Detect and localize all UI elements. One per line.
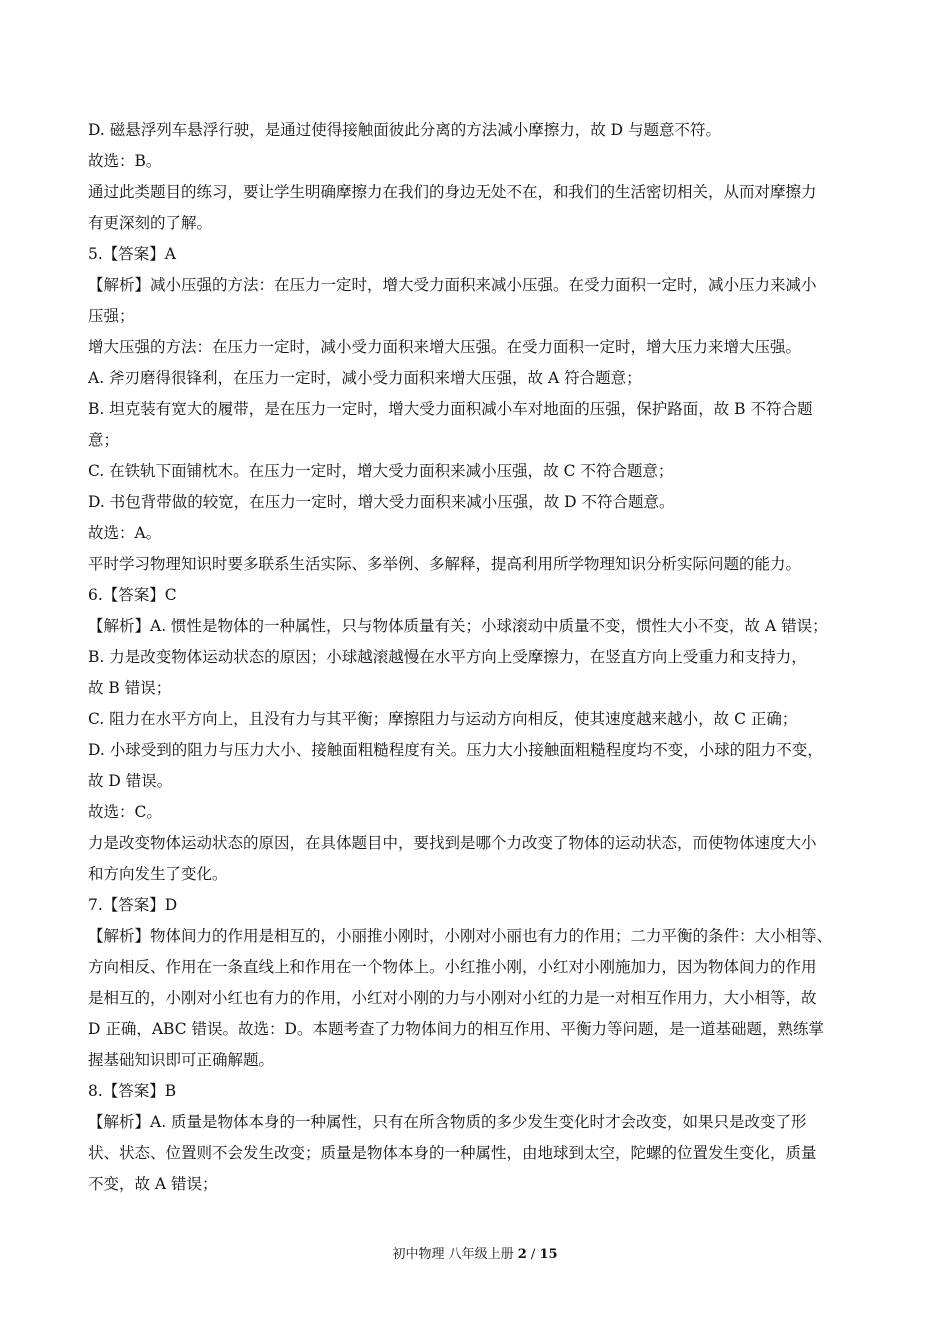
text-line: B. 力是改变物体运动状态的原因；小球越滚越慢在水平方向上受摩擦力，在竖直方向上受重力和支持力，	[88, 648, 807, 666]
document-body	[88, 115, 868, 1200]
text-line: C. 阻力在水平方向上，且没有力与其平衡；摩擦阻力与运动方向相反，使其速度越来越小，故 C 正确；	[88, 710, 798, 728]
text-line: 压强；	[88, 307, 135, 325]
text-line: D. 磁悬浮列车悬浮行驶，是通过使得接触面彼此分离的方法减小摩擦力，故 D 与题意不符。	[88, 121, 722, 139]
text-line: 通过此类题目的练习，要让学生明确摩擦力在我们的身边无处不在，和我们的生活密切相关，从而对摩擦力	[88, 183, 817, 201]
text-line: 故 D 错误。	[88, 772, 173, 790]
text-line: 和方向发生了变化。	[88, 865, 228, 883]
answer-heading: 5.【答案】A	[88, 245, 176, 263]
text-line: 方向相反、作用在一条直线上和作用在一个物体上。小红推小刚，小红对小刚施加力，因为物体间力的作用	[88, 958, 817, 976]
text-line: 平时学习物理知识时要多联系生活实际、多举例、多解释，提高利用所学物理知识分析实际问题的能力。	[88, 555, 802, 573]
page-number: 2	[517, 1247, 527, 1262]
page-footer	[0, 1245, 950, 1265]
page-separator: /	[530, 1247, 536, 1262]
answer-heading: 7.【答案】D	[88, 896, 178, 914]
text-line: 不变，故 A 错误；	[88, 1175, 218, 1193]
text-line: 【解析】物体间力的作用是相互的，小丽推小刚时，小刚对小丽也有力的作用；二力平衡的条件：大小相等、	[88, 927, 833, 945]
text-line: 是相互的，小刚对小红也有力的作用，小红对小刚的力与小刚对小红的力是一对相互作用力，大小相等，故	[88, 989, 817, 1007]
text-line: D 正确，ABC 错误。故选：D。本题考查了力物体间力的相互作用、平衡力等问题，是一道基础题，熟练掌	[88, 1020, 824, 1038]
text-line: A. 斧刃磨得很锋利，在压力一定时，减小受力面积来增大压强，故 A 符合题意；	[88, 369, 642, 387]
text-line: 增大压强的方法：在压力一定时，减小受力面积来增大压强。在受力面积一定时，增大压力来增大压强。	[88, 338, 802, 356]
footer-label: 初中物理 八年级上册	[392, 1247, 514, 1262]
text-line: 【解析】A. 质量是物体本身的一种属性，只有在所含物质的多少发生变化时才会改变，如果只是改变了形	[88, 1113, 807, 1131]
page-total: 15	[539, 1247, 558, 1262]
text-line: D. 书包背带做的较宽，在压力一定时，增大受力面积来减小压强，故 D 不符合题意。	[88, 493, 675, 511]
text-line: 故选：A。	[88, 524, 162, 542]
text-line: B. 坦克装有宽大的履带，是在压力一定时，增大受力面积减小车对地面的压强，保护路面，故 B 不符合题	[88, 400, 813, 418]
text-line: 故 B 错误；	[88, 679, 172, 697]
text-line: 有更深刻的了解。	[88, 214, 213, 232]
text-line: D. 小球受到的阻力与压力大小、接触面粗糙程度有关。压力大小接触面粗糙程度均不变，小球的阻力不变，	[88, 741, 823, 759]
text-line: 【解析】A. 惯性是物体的一种属性，只与物体质量有关；小球滚动中质量不变，惯性大小不变，故 A 错误；	[88, 617, 828, 635]
answer-heading: 8.【答案】B	[88, 1082, 177, 1100]
text-line: 力是改变物体运动状态的原因，在具体题目中，要找到是哪个力改变了物体的运动状态，而使物体速度大小	[88, 834, 817, 852]
text-line: C. 在铁轨下面铺枕木。在压力一定时，增大受力面积来减小压强，故 C 不符合题意；	[88, 462, 674, 480]
text-line: 【解析】减小压强的方法：在压力一定时，增大受力面积来减小压强。在受力面积一定时，减小压力来减小	[88, 276, 817, 294]
text-line: 故选：B。	[88, 152, 162, 170]
text-line: 意；	[88, 431, 120, 449]
text-line: 握基础知识即可正确解题。	[88, 1051, 275, 1069]
text-line: 状、状态、位置则不会发生改变；质量是物体本身的一种属性，由地球到太空，陀螺的位置发生变化，质量	[88, 1144, 817, 1162]
answer-heading: 6.【答案】C	[88, 586, 177, 604]
text-line: 故选：C。	[88, 803, 162, 821]
